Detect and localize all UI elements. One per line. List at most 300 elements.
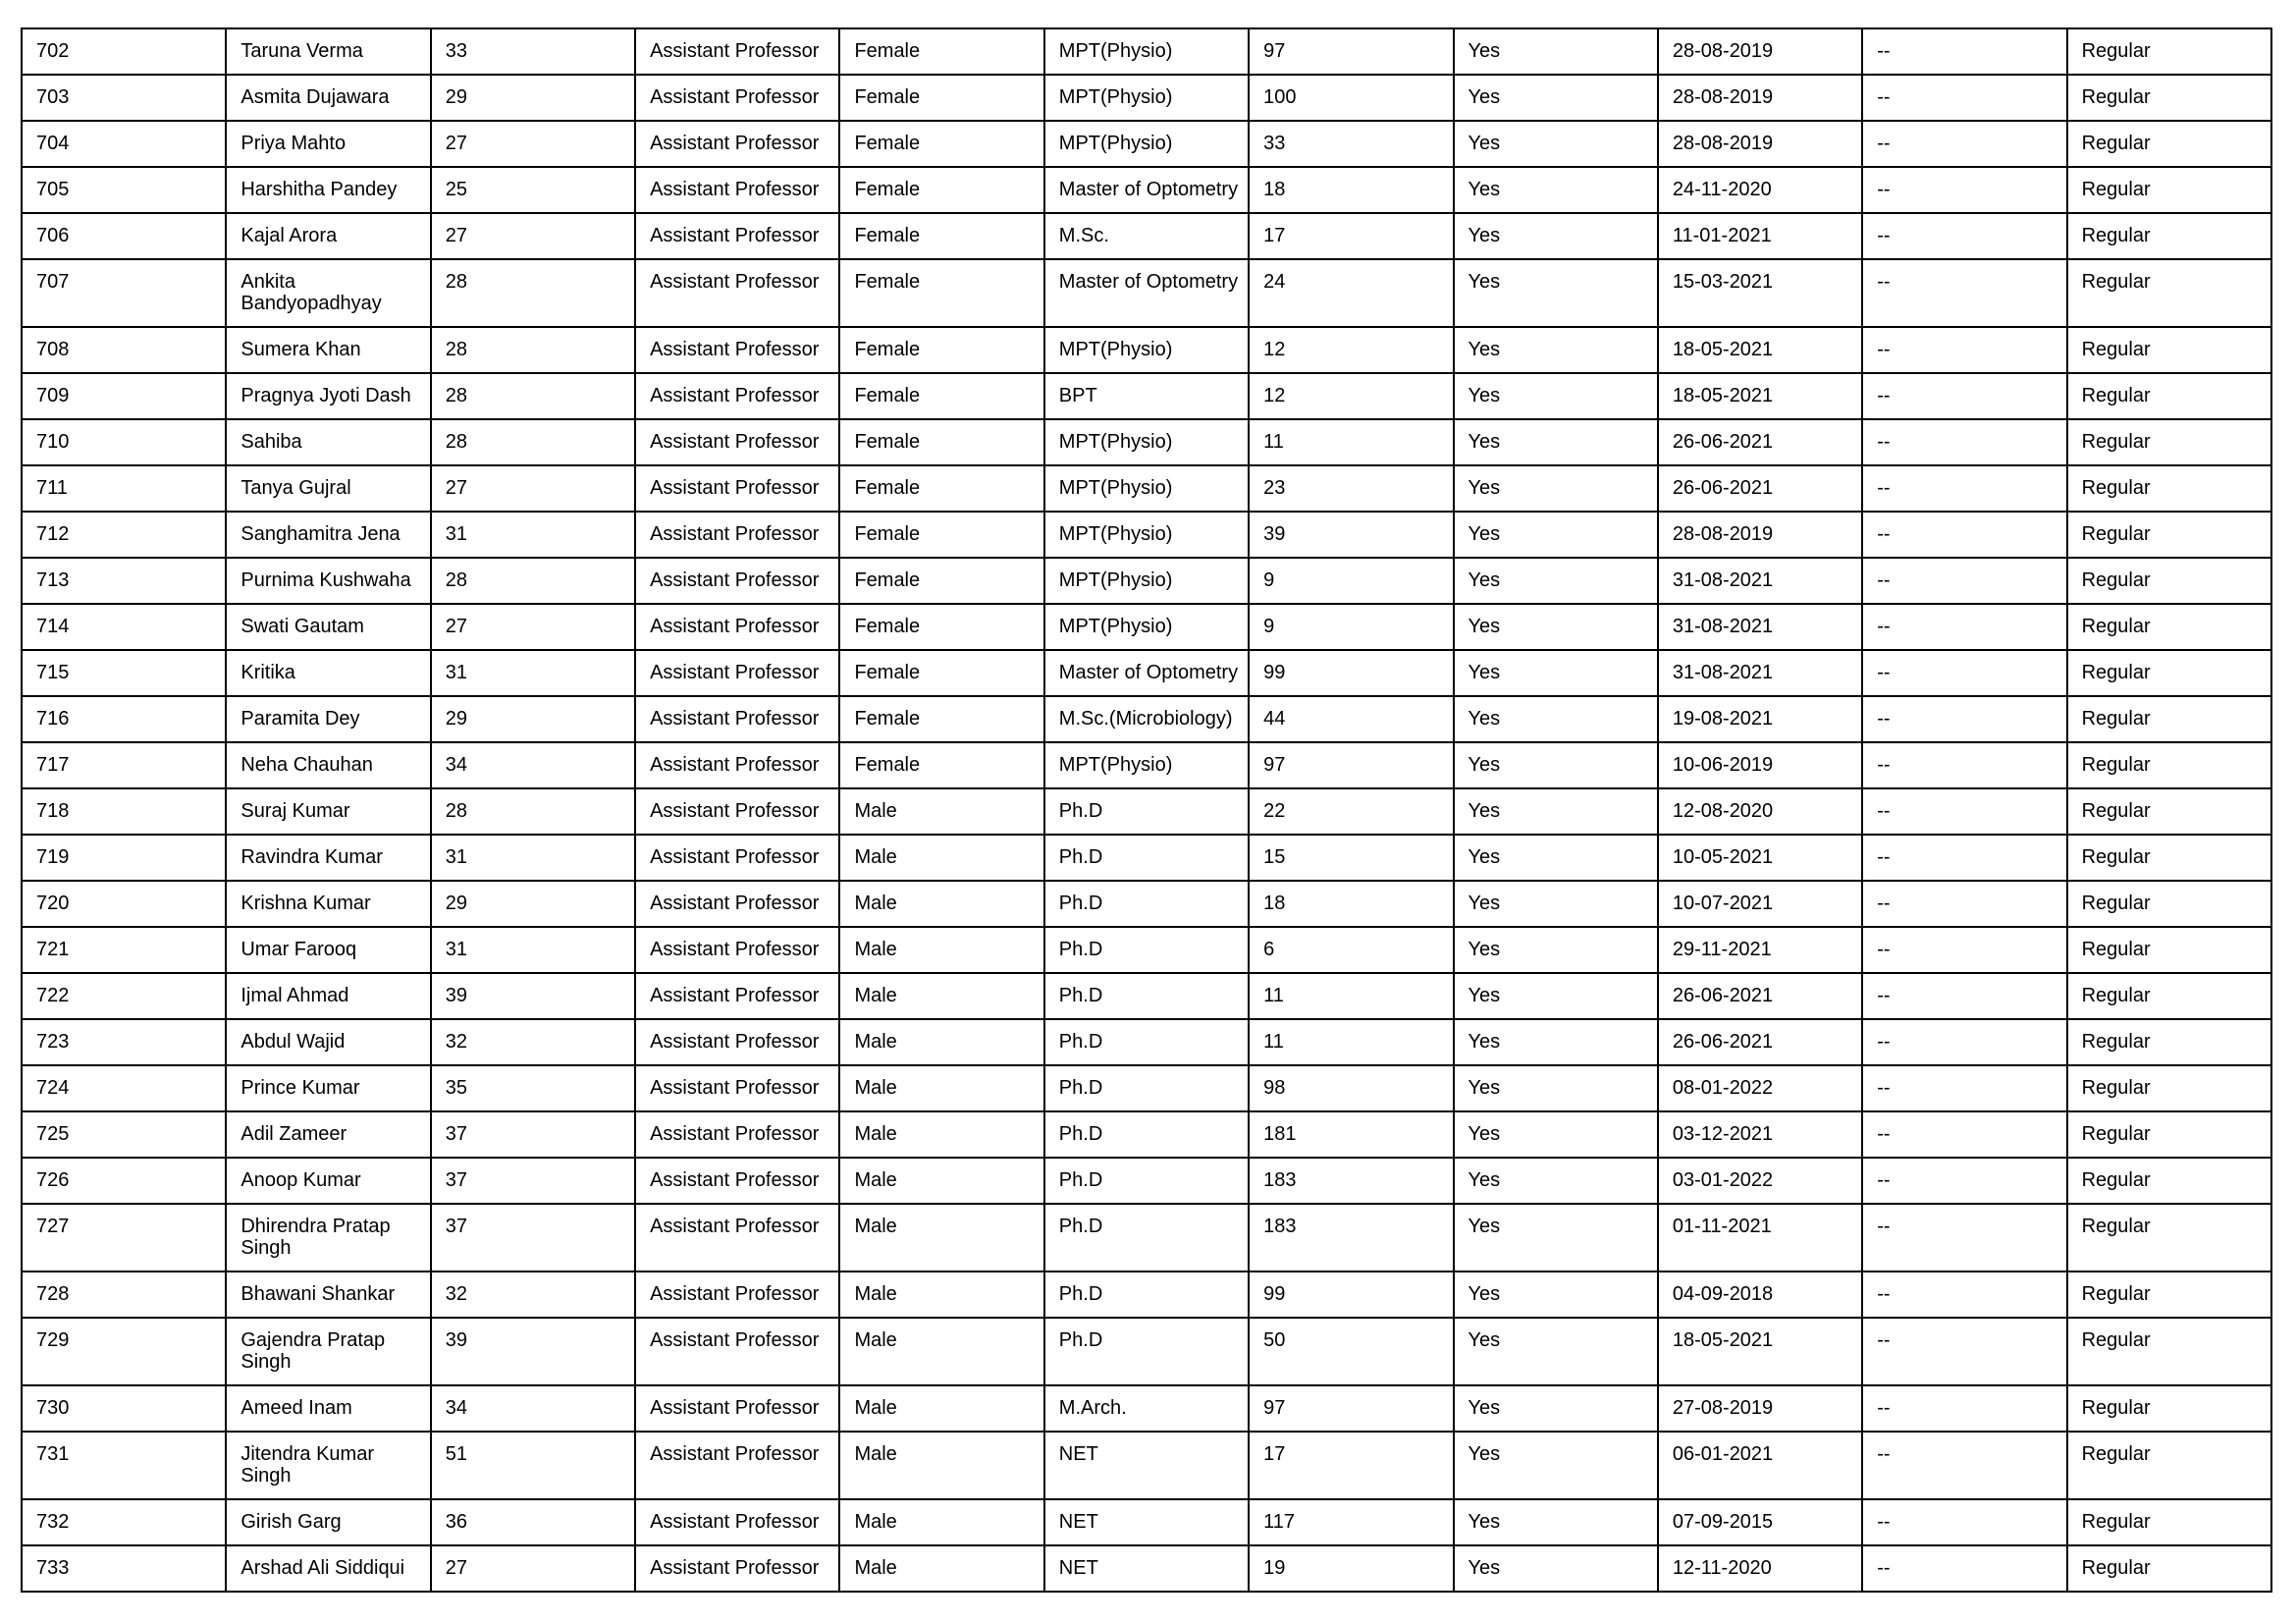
cell-age: 37 xyxy=(431,1158,635,1204)
cell-confirmation: Yes xyxy=(1454,121,1658,167)
table-row xyxy=(22,696,2271,742)
cell-gender: Male xyxy=(839,1204,1043,1271)
cell-qualification: MPT(Physio) xyxy=(1044,327,1249,373)
cell-qualification: MPT(Physio) xyxy=(1044,75,1249,121)
cell-name: Bhawani Shankar xyxy=(226,1271,430,1318)
cell-age: 32 xyxy=(431,1271,635,1318)
cell-qualification: Ph.D xyxy=(1044,1158,1249,1204)
cell-qualification: Ph.D xyxy=(1044,1204,1249,1271)
cell-gender: Female xyxy=(839,327,1043,373)
cell-designation: Assistant Professor xyxy=(635,1432,839,1499)
cell-confirmation: Yes xyxy=(1454,696,1658,742)
cell-confirmation: Yes xyxy=(1454,650,1658,696)
cell-confirmation: Yes xyxy=(1454,973,1658,1019)
cell-designation: Assistant Professor xyxy=(635,1158,839,1204)
cell-confirmation: Yes xyxy=(1454,75,1658,121)
cell-name: Paramita Dey xyxy=(226,696,430,742)
cell-date: 31-08-2021 xyxy=(1658,650,1862,696)
cell-count: 23 xyxy=(1249,465,1453,512)
cell-remark: -- xyxy=(1862,512,2066,558)
table-row xyxy=(22,512,2271,558)
cell-count: 11 xyxy=(1249,1019,1453,1065)
cell-remark: -- xyxy=(1862,696,2066,742)
cell-id: 733 xyxy=(22,1545,226,1592)
cell-qualification: MPT(Physio) xyxy=(1044,604,1249,650)
cell-confirmation: Yes xyxy=(1454,213,1658,259)
cell-gender: Female xyxy=(839,512,1043,558)
cell-count: 18 xyxy=(1249,167,1453,213)
cell-designation: Assistant Professor xyxy=(635,259,839,327)
cell-gender: Male xyxy=(839,1385,1043,1432)
cell-gender: Female xyxy=(839,259,1043,327)
cell-date: 03-12-2021 xyxy=(1658,1111,1862,1158)
cell-date: 18-05-2021 xyxy=(1658,373,1862,419)
cell-age: 29 xyxy=(431,696,635,742)
cell-id: 726 xyxy=(22,1158,226,1204)
cell-name: Ravindra Kumar xyxy=(226,835,430,881)
cell-age: 51 xyxy=(431,1432,635,1499)
table-row xyxy=(22,121,2271,167)
cell-designation: Assistant Professor xyxy=(635,1318,839,1385)
cell-id: 724 xyxy=(22,1065,226,1111)
cell-employment_type: Regular xyxy=(2067,558,2271,604)
cell-qualification: M.Sc. xyxy=(1044,213,1249,259)
cell-name: Purnima Kushwaha xyxy=(226,558,430,604)
cell-remark: -- xyxy=(1862,75,2066,121)
cell-designation: Assistant Professor xyxy=(635,1499,839,1545)
cell-qualification: Ph.D xyxy=(1044,835,1249,881)
cell-age: 34 xyxy=(431,742,635,788)
cell-date: 28-08-2019 xyxy=(1658,75,1862,121)
cell-age: 27 xyxy=(431,121,635,167)
cell-count: 9 xyxy=(1249,604,1453,650)
cell-name: Girish Garg xyxy=(226,1499,430,1545)
cell-date: 28-08-2019 xyxy=(1658,512,1862,558)
cell-count: 98 xyxy=(1249,1065,1453,1111)
cell-remark: -- xyxy=(1862,1111,2066,1158)
cell-name: Dhirendra Pratap Singh xyxy=(226,1204,430,1271)
cell-designation: Assistant Professor xyxy=(635,75,839,121)
cell-gender: Male xyxy=(839,1111,1043,1158)
cell-remark: -- xyxy=(1862,121,2066,167)
cell-remark: -- xyxy=(1862,1019,2066,1065)
cell-qualification: Ph.D xyxy=(1044,1065,1249,1111)
cell-name: Umar Farooq xyxy=(226,927,430,973)
cell-qualification: NET xyxy=(1044,1499,1249,1545)
cell-gender: Male xyxy=(839,788,1043,835)
cell-employment_type: Regular xyxy=(2067,512,2271,558)
cell-designation: Assistant Professor xyxy=(635,927,839,973)
cell-qualification: NET xyxy=(1044,1545,1249,1592)
table-row xyxy=(22,1385,2271,1432)
cell-remark: -- xyxy=(1862,1432,2066,1499)
table-row xyxy=(22,1065,2271,1111)
cell-name: Kritika xyxy=(226,650,430,696)
table-row xyxy=(22,1499,2271,1545)
table-row xyxy=(22,881,2271,927)
cell-employment_type: Regular xyxy=(2067,927,2271,973)
cell-name: Neha Chauhan xyxy=(226,742,430,788)
cell-qualification: MPT(Physio) xyxy=(1044,512,1249,558)
cell-date: 27-08-2019 xyxy=(1658,1385,1862,1432)
cell-id: 705 xyxy=(22,167,226,213)
cell-age: 39 xyxy=(431,1318,635,1385)
cell-age: 27 xyxy=(431,1545,635,1592)
cell-id: 712 xyxy=(22,512,226,558)
cell-designation: Assistant Professor xyxy=(635,167,839,213)
cell-confirmation: Yes xyxy=(1454,927,1658,973)
cell-qualification: M.Sc.(Microbiology) xyxy=(1044,696,1249,742)
cell-designation: Assistant Professor xyxy=(635,1019,839,1065)
cell-id: 727 xyxy=(22,1204,226,1271)
table-row xyxy=(22,1271,2271,1318)
cell-designation: Assistant Professor xyxy=(635,558,839,604)
table-row xyxy=(22,1318,2271,1385)
cell-designation: Assistant Professor xyxy=(635,512,839,558)
cell-name: Krishna Kumar xyxy=(226,881,430,927)
cell-confirmation: Yes xyxy=(1454,1385,1658,1432)
cell-id: 717 xyxy=(22,742,226,788)
cell-id: 730 xyxy=(22,1385,226,1432)
cell-remark: -- xyxy=(1862,650,2066,696)
cell-confirmation: Yes xyxy=(1454,788,1658,835)
cell-confirmation: Yes xyxy=(1454,1432,1658,1499)
cell-remark: -- xyxy=(1862,1158,2066,1204)
cell-count: 97 xyxy=(1249,742,1453,788)
cell-date: 15-03-2021 xyxy=(1658,259,1862,327)
cell-name: Gajendra Pratap Singh xyxy=(226,1318,430,1385)
cell-employment_type: Regular xyxy=(2067,121,2271,167)
cell-designation: Assistant Professor xyxy=(635,1271,839,1318)
cell-remark: -- xyxy=(1862,835,2066,881)
cell-age: 32 xyxy=(431,1019,635,1065)
cell-age: 29 xyxy=(431,881,635,927)
cell-count: 11 xyxy=(1249,973,1453,1019)
cell-age: 27 xyxy=(431,465,635,512)
table-row xyxy=(22,788,2271,835)
cell-confirmation: Yes xyxy=(1454,259,1658,327)
cell-id: 708 xyxy=(22,327,226,373)
cell-count: 12 xyxy=(1249,327,1453,373)
table-row xyxy=(22,604,2271,650)
cell-name: Arshad Ali Siddiqui xyxy=(226,1545,430,1592)
cell-count: 18 xyxy=(1249,881,1453,927)
cell-designation: Assistant Professor xyxy=(635,604,839,650)
cell-id: 707 xyxy=(22,259,226,327)
cell-qualification: MPT(Physio) xyxy=(1044,742,1249,788)
cell-remark: -- xyxy=(1862,327,2066,373)
cell-age: 31 xyxy=(431,927,635,973)
cell-name: Tanya Gujral xyxy=(226,465,430,512)
cell-designation: Assistant Professor xyxy=(635,973,839,1019)
cell-name: Sanghamitra Jena xyxy=(226,512,430,558)
cell-designation: Assistant Professor xyxy=(635,1385,839,1432)
cell-id: 728 xyxy=(22,1271,226,1318)
cell-designation: Assistant Professor xyxy=(635,742,839,788)
cell-designation: Assistant Professor xyxy=(635,465,839,512)
cell-age: 28 xyxy=(431,788,635,835)
cell-employment_type: Regular xyxy=(2067,1318,2271,1385)
cell-remark: -- xyxy=(1862,1318,2066,1385)
cell-remark: -- xyxy=(1862,927,2066,973)
cell-qualification: MPT(Physio) xyxy=(1044,28,1249,75)
cell-designation: Assistant Professor xyxy=(635,28,839,75)
cell-remark: -- xyxy=(1862,1204,2066,1271)
cell-employment_type: Regular xyxy=(2067,881,2271,927)
cell-id: 709 xyxy=(22,373,226,419)
cell-count: 17 xyxy=(1249,1432,1453,1499)
cell-date: 18-05-2021 xyxy=(1658,1318,1862,1385)
cell-count: 44 xyxy=(1249,696,1453,742)
cell-name: Jitendra Kumar Singh xyxy=(226,1432,430,1499)
cell-age: 37 xyxy=(431,1204,635,1271)
cell-remark: -- xyxy=(1862,259,2066,327)
cell-designation: Assistant Professor xyxy=(635,835,839,881)
table-row xyxy=(22,742,2271,788)
table-row xyxy=(22,419,2271,465)
cell-id: 704 xyxy=(22,121,226,167)
cell-id: 710 xyxy=(22,419,226,465)
cell-confirmation: Yes xyxy=(1454,835,1658,881)
cell-remark: -- xyxy=(1862,973,2066,1019)
cell-designation: Assistant Professor xyxy=(635,327,839,373)
faculty-table xyxy=(21,27,2272,1593)
cell-designation: Assistant Professor xyxy=(635,1111,839,1158)
cell-gender: Female xyxy=(839,213,1043,259)
cell-date: 29-11-2021 xyxy=(1658,927,1862,973)
cell-confirmation: Yes xyxy=(1454,1545,1658,1592)
cell-id: 703 xyxy=(22,75,226,121)
cell-date: 06-01-2021 xyxy=(1658,1432,1862,1499)
cell-employment_type: Regular xyxy=(2067,1158,2271,1204)
cell-date: 10-06-2019 xyxy=(1658,742,1862,788)
cell-id: 718 xyxy=(22,788,226,835)
cell-designation: Assistant Professor xyxy=(635,881,839,927)
cell-gender: Female xyxy=(839,465,1043,512)
cell-gender: Male xyxy=(839,1432,1043,1499)
cell-qualification: MPT(Physio) xyxy=(1044,465,1249,512)
cell-employment_type: Regular xyxy=(2067,327,2271,373)
cell-designation: Assistant Professor xyxy=(635,650,839,696)
cell-confirmation: Yes xyxy=(1454,512,1658,558)
cell-age: 25 xyxy=(431,167,635,213)
cell-count: 12 xyxy=(1249,373,1453,419)
cell-id: 721 xyxy=(22,927,226,973)
cell-employment_type: Regular xyxy=(2067,973,2271,1019)
cell-gender: Male xyxy=(839,1019,1043,1065)
cell-count: 15 xyxy=(1249,835,1453,881)
table-row xyxy=(22,327,2271,373)
cell-count: 19 xyxy=(1249,1545,1453,1592)
cell-qualification: NET xyxy=(1044,1432,1249,1499)
cell-name: Asmita Dujawara xyxy=(226,75,430,121)
cell-date: 07-09-2015 xyxy=(1658,1499,1862,1545)
cell-qualification: Ph.D xyxy=(1044,1271,1249,1318)
table-row xyxy=(22,558,2271,604)
cell-id: 723 xyxy=(22,1019,226,1065)
cell-remark: -- xyxy=(1862,558,2066,604)
cell-date: 18-05-2021 xyxy=(1658,327,1862,373)
cell-remark: -- xyxy=(1862,881,2066,927)
cell-gender: Male xyxy=(839,881,1043,927)
cell-id: 716 xyxy=(22,696,226,742)
cell-id: 702 xyxy=(22,28,226,75)
cell-id: 732 xyxy=(22,1499,226,1545)
cell-date: 28-08-2019 xyxy=(1658,28,1862,75)
cell-age: 36 xyxy=(431,1499,635,1545)
table-row xyxy=(22,213,2271,259)
table-row xyxy=(22,1204,2271,1271)
cell-employment_type: Regular xyxy=(2067,75,2271,121)
cell-remark: -- xyxy=(1862,419,2066,465)
cell-employment_type: Regular xyxy=(2067,1432,2271,1499)
cell-qualification: BPT xyxy=(1044,373,1249,419)
cell-name: Adil Zameer xyxy=(226,1111,430,1158)
cell-id: 725 xyxy=(22,1111,226,1158)
table-row xyxy=(22,973,2271,1019)
cell-remark: -- xyxy=(1862,213,2066,259)
cell-count: 39 xyxy=(1249,512,1453,558)
cell-gender: Female xyxy=(839,121,1043,167)
cell-id: 722 xyxy=(22,973,226,1019)
cell-count: 99 xyxy=(1249,1271,1453,1318)
cell-confirmation: Yes xyxy=(1454,1065,1658,1111)
table-row xyxy=(22,259,2271,327)
cell-count: 97 xyxy=(1249,1385,1453,1432)
cell-age: 37 xyxy=(431,1111,635,1158)
cell-designation: Assistant Professor xyxy=(635,1204,839,1271)
cell-count: 97 xyxy=(1249,28,1453,75)
cell-gender: Male xyxy=(839,1499,1043,1545)
cell-remark: -- xyxy=(1862,742,2066,788)
cell-count: 17 xyxy=(1249,213,1453,259)
cell-id: 711 xyxy=(22,465,226,512)
table-row xyxy=(22,650,2271,696)
cell-count: 183 xyxy=(1249,1158,1453,1204)
cell-gender: Female xyxy=(839,604,1043,650)
cell-employment_type: Regular xyxy=(2067,1019,2271,1065)
cell-name: Sumera Khan xyxy=(226,327,430,373)
table-row xyxy=(22,1158,2271,1204)
cell-gender: Female xyxy=(839,696,1043,742)
cell-confirmation: Yes xyxy=(1454,604,1658,650)
cell-employment_type: Regular xyxy=(2067,696,2271,742)
cell-count: 6 xyxy=(1249,927,1453,973)
cell-employment_type: Regular xyxy=(2067,650,2271,696)
cell-confirmation: Yes xyxy=(1454,1499,1658,1545)
cell-confirmation: Yes xyxy=(1454,1204,1658,1271)
cell-age: 28 xyxy=(431,327,635,373)
cell-confirmation: Yes xyxy=(1454,327,1658,373)
cell-count: 183 xyxy=(1249,1204,1453,1271)
cell-gender: Male xyxy=(839,1158,1043,1204)
cell-count: 33 xyxy=(1249,121,1453,167)
cell-date: 01-11-2021 xyxy=(1658,1204,1862,1271)
cell-age: 35 xyxy=(431,1065,635,1111)
cell-remark: -- xyxy=(1862,465,2066,512)
cell-gender: Female xyxy=(839,742,1043,788)
cell-qualification: Master of Optometry xyxy=(1044,167,1249,213)
table-row xyxy=(22,373,2271,419)
cell-age: 39 xyxy=(431,973,635,1019)
cell-age: 28 xyxy=(431,558,635,604)
cell-name: Prince Kumar xyxy=(226,1065,430,1111)
cell-gender: Male xyxy=(839,1271,1043,1318)
cell-employment_type: Regular xyxy=(2067,1065,2271,1111)
cell-employment_type: Regular xyxy=(2067,1271,2271,1318)
cell-employment_type: Regular xyxy=(2067,1545,2271,1592)
table-row xyxy=(22,465,2271,512)
cell-gender: Female xyxy=(839,373,1043,419)
cell-remark: -- xyxy=(1862,373,2066,419)
cell-designation: Assistant Professor xyxy=(635,121,839,167)
cell-age: 31 xyxy=(431,835,635,881)
cell-name: Taruna Verma xyxy=(226,28,430,75)
cell-qualification: Master of Optometry xyxy=(1044,259,1249,327)
cell-date: 24-11-2020 xyxy=(1658,167,1862,213)
cell-remark: -- xyxy=(1862,28,2066,75)
cell-age: 34 xyxy=(431,1385,635,1432)
cell-name: Abdul Wajid xyxy=(226,1019,430,1065)
cell-name: Sahiba xyxy=(226,419,430,465)
cell-gender: Male xyxy=(839,927,1043,973)
cell-age: 33 xyxy=(431,28,635,75)
cell-name: Ameed Inam xyxy=(226,1385,430,1432)
table-row xyxy=(22,1019,2271,1065)
cell-confirmation: Yes xyxy=(1454,1111,1658,1158)
cell-count: 11 xyxy=(1249,419,1453,465)
cell-name: Suraj Kumar xyxy=(226,788,430,835)
cell-confirmation: Yes xyxy=(1454,881,1658,927)
table-row xyxy=(22,1111,2271,1158)
cell-employment_type: Regular xyxy=(2067,167,2271,213)
table-row xyxy=(22,1545,2271,1592)
cell-designation: Assistant Professor xyxy=(635,373,839,419)
cell-employment_type: Regular xyxy=(2067,1499,2271,1545)
cell-date: 28-08-2019 xyxy=(1658,121,1862,167)
cell-designation: Assistant Professor xyxy=(635,696,839,742)
cell-gender: Male xyxy=(839,1318,1043,1385)
table-row xyxy=(22,28,2271,75)
cell-id: 713 xyxy=(22,558,226,604)
cell-date: 26-06-2021 xyxy=(1658,973,1862,1019)
cell-confirmation: Yes xyxy=(1454,1318,1658,1385)
cell-qualification: Ph.D xyxy=(1044,1111,1249,1158)
cell-qualification: Ph.D xyxy=(1044,788,1249,835)
cell-age: 31 xyxy=(431,650,635,696)
cell-gender: Female xyxy=(839,650,1043,696)
cell-gender: Female xyxy=(839,419,1043,465)
cell-date: 31-08-2021 xyxy=(1658,604,1862,650)
table-row xyxy=(22,167,2271,213)
cell-qualification: Ph.D xyxy=(1044,1019,1249,1065)
cell-date: 26-06-2021 xyxy=(1658,1019,1862,1065)
cell-employment_type: Regular xyxy=(2067,259,2271,327)
cell-count: 24 xyxy=(1249,259,1453,327)
cell-date: 26-06-2021 xyxy=(1658,419,1862,465)
cell-gender: Female xyxy=(839,75,1043,121)
cell-confirmation: Yes xyxy=(1454,558,1658,604)
cell-date: 11-01-2021 xyxy=(1658,213,1862,259)
cell-name: Pragnya Jyoti Dash xyxy=(226,373,430,419)
cell-confirmation: Yes xyxy=(1454,465,1658,512)
cell-employment_type: Regular xyxy=(2067,373,2271,419)
cell-count: 99 xyxy=(1249,650,1453,696)
cell-age: 28 xyxy=(431,373,635,419)
cell-date: 31-08-2021 xyxy=(1658,558,1862,604)
table-row xyxy=(22,835,2271,881)
table-row xyxy=(22,75,2271,121)
